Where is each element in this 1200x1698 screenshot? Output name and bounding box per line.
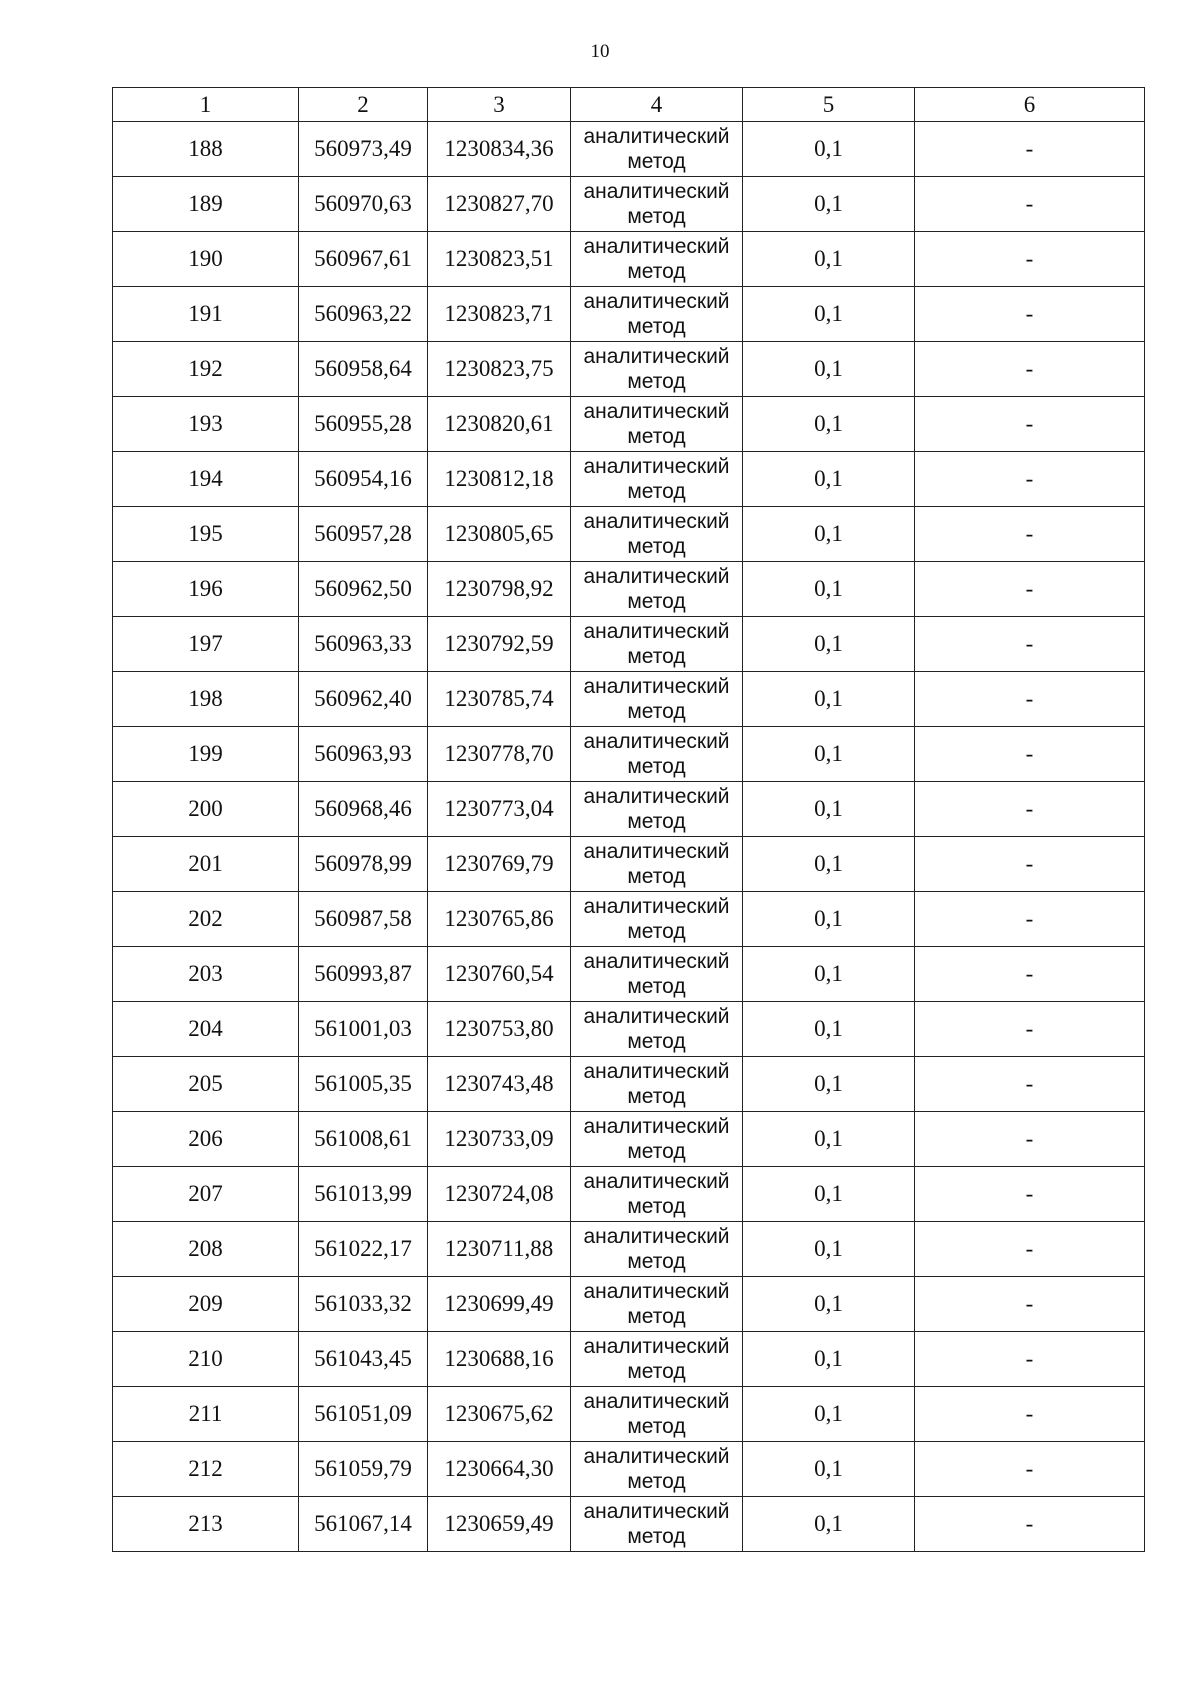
page-number: 10 — [590, 41, 610, 62]
table-row — [113, 892, 1145, 947]
method-cell — [571, 1057, 743, 1112]
accuracy-cell: 0,1 — [743, 617, 915, 672]
x-coordinate-cell: 561043,45 — [299, 1332, 428, 1387]
note-cell: - — [915, 122, 1145, 177]
note-cell: - — [915, 342, 1145, 397]
accuracy-cell: 0,1 — [743, 1277, 915, 1332]
table-row — [113, 1332, 1145, 1387]
method-line-2: метод — [627, 1525, 686, 1548]
method-line-1: аналитический — [583, 1390, 730, 1413]
table-row — [113, 562, 1145, 617]
point-number-cell: 205 — [113, 1057, 299, 1112]
method-cell — [571, 892, 743, 947]
method-line-1: аналитический — [583, 1500, 730, 1523]
accuracy-cell: 0,1 — [743, 1057, 915, 1112]
accuracy-cell: 0,1 — [743, 1332, 915, 1387]
point-number-cell: 191 — [113, 287, 299, 342]
accuracy-cell: 0,1 — [743, 1497, 915, 1552]
method-cell — [571, 122, 743, 177]
y-coordinate-cell: 1230743,48 — [428, 1057, 571, 1112]
x-coordinate-cell: 560963,93 — [299, 727, 428, 782]
note-cell: - — [915, 782, 1145, 837]
point-number-cell: 200 — [113, 782, 299, 837]
method-line-1: аналитический — [583, 1005, 730, 1028]
x-coordinate-cell: 560962,40 — [299, 672, 428, 727]
header-cell-2: 2 — [299, 88, 428, 122]
method-line-1: аналитический — [583, 1280, 730, 1303]
x-coordinate-cell: 561013,99 — [299, 1167, 428, 1222]
x-coordinate-cell: 560970,63 — [299, 177, 428, 232]
x-coordinate-cell: 560963,22 — [299, 287, 428, 342]
point-number-cell: 203 — [113, 947, 299, 1002]
y-coordinate-cell: 1230688,16 — [428, 1332, 571, 1387]
method-cell — [571, 1497, 743, 1552]
y-coordinate-cell: 1230711,88 — [428, 1222, 571, 1277]
accuracy-cell: 0,1 — [743, 837, 915, 892]
y-coordinate-cell: 1230773,04 — [428, 782, 571, 837]
x-coordinate-cell: 560958,64 — [299, 342, 428, 397]
table-row — [113, 122, 1145, 177]
method-line-2: метод — [627, 535, 686, 558]
x-coordinate-cell: 560963,33 — [299, 617, 428, 672]
note-cell: - — [915, 617, 1145, 672]
method-line-2: метод — [627, 1360, 686, 1383]
note-cell: - — [915, 177, 1145, 232]
y-coordinate-cell: 1230823,71 — [428, 287, 571, 342]
y-coordinate-cell: 1230659,49 — [428, 1497, 571, 1552]
method-cell — [571, 397, 743, 452]
y-coordinate-cell: 1230724,08 — [428, 1167, 571, 1222]
method-line-2: метод — [627, 205, 686, 228]
method-line-2: метод — [627, 865, 686, 888]
table-row — [113, 397, 1145, 452]
table-row — [113, 177, 1145, 232]
x-coordinate-cell: 561033,32 — [299, 1277, 428, 1332]
x-coordinate-cell: 560993,87 — [299, 947, 428, 1002]
header-row — [113, 88, 1145, 122]
point-number-cell: 204 — [113, 1002, 299, 1057]
method-line-1: аналитический — [583, 1225, 730, 1248]
note-cell: - — [915, 397, 1145, 452]
y-coordinate-cell: 1230827,70 — [428, 177, 571, 232]
y-coordinate-cell: 1230820,61 — [428, 397, 571, 452]
note-cell: - — [915, 1442, 1145, 1497]
method-line-2: метод — [627, 755, 686, 778]
note-cell: - — [915, 1387, 1145, 1442]
method-cell — [571, 232, 743, 287]
coordinates-table — [112, 87, 1145, 1552]
method-cell — [571, 1277, 743, 1332]
method-line-1: аналитический — [583, 840, 730, 863]
method-line-1: аналитический — [583, 125, 730, 148]
header-cell-6: 6 — [915, 88, 1145, 122]
x-coordinate-cell: 561059,79 — [299, 1442, 428, 1497]
point-number-cell: 212 — [113, 1442, 299, 1497]
accuracy-cell: 0,1 — [743, 122, 915, 177]
method-line-1: аналитический — [583, 1170, 730, 1193]
accuracy-cell: 0,1 — [743, 1442, 915, 1497]
y-coordinate-cell: 1230785,74 — [428, 672, 571, 727]
table-row — [113, 782, 1145, 837]
x-coordinate-cell: 560973,49 — [299, 122, 428, 177]
method-cell — [571, 1167, 743, 1222]
accuracy-cell: 0,1 — [743, 727, 915, 782]
header-cell-3: 3 — [428, 88, 571, 122]
method-line-2: метод — [627, 1415, 686, 1438]
accuracy-cell: 0,1 — [743, 1002, 915, 1057]
table-row — [113, 1387, 1145, 1442]
point-number-cell: 199 — [113, 727, 299, 782]
x-coordinate-cell: 560987,58 — [299, 892, 428, 947]
note-cell: - — [915, 507, 1145, 562]
method-cell — [571, 672, 743, 727]
y-coordinate-cell: 1230805,65 — [428, 507, 571, 562]
x-coordinate-cell: 561008,61 — [299, 1112, 428, 1167]
table-row — [113, 342, 1145, 397]
table-row — [113, 287, 1145, 342]
table-row — [113, 672, 1145, 727]
accuracy-cell: 0,1 — [743, 947, 915, 1002]
method-line-1: аналитический — [583, 620, 730, 643]
point-number-cell: 194 — [113, 452, 299, 507]
note-cell: - — [915, 1332, 1145, 1387]
table-row — [113, 837, 1145, 892]
method-line-1: аналитический — [583, 455, 730, 478]
method-line-1: аналитический — [583, 290, 730, 313]
header-cell-5: 5 — [743, 88, 915, 122]
note-cell: - — [915, 727, 1145, 782]
table-row — [113, 617, 1145, 672]
table-row — [113, 947, 1145, 1002]
method-cell — [571, 1002, 743, 1057]
method-cell — [571, 1387, 743, 1442]
note-cell: - — [915, 452, 1145, 507]
method-line-1: аналитический — [583, 675, 730, 698]
method-line-1: аналитический — [583, 895, 730, 918]
point-number-cell: 206 — [113, 1112, 299, 1167]
method-line-1: аналитический — [583, 510, 730, 533]
accuracy-cell: 0,1 — [743, 397, 915, 452]
point-number-cell: 189 — [113, 177, 299, 232]
accuracy-cell: 0,1 — [743, 507, 915, 562]
y-coordinate-cell: 1230798,92 — [428, 562, 571, 617]
method-line-2: метод — [627, 425, 686, 448]
table-row — [113, 1057, 1145, 1112]
point-number-cell: 198 — [113, 672, 299, 727]
note-cell: - — [915, 562, 1145, 617]
method-line-2: метод — [627, 1470, 686, 1493]
point-number-cell: 207 — [113, 1167, 299, 1222]
method-cell — [571, 507, 743, 562]
x-coordinate-cell: 560962,50 — [299, 562, 428, 617]
method-line-1: аналитический — [583, 235, 730, 258]
header-cell-4: 4 — [571, 88, 743, 122]
table-row — [113, 507, 1145, 562]
method-cell — [571, 562, 743, 617]
accuracy-cell: 0,1 — [743, 1387, 915, 1442]
x-coordinate-cell: 561001,03 — [299, 1002, 428, 1057]
y-coordinate-cell: 1230699,49 — [428, 1277, 571, 1332]
accuracy-cell: 0,1 — [743, 782, 915, 837]
note-cell: - — [915, 892, 1145, 947]
y-coordinate-cell: 1230753,80 — [428, 1002, 571, 1057]
point-number-cell: 210 — [113, 1332, 299, 1387]
accuracy-cell: 0,1 — [743, 1222, 915, 1277]
note-cell: - — [915, 1222, 1145, 1277]
method-cell — [571, 287, 743, 342]
method-cell — [571, 1112, 743, 1167]
method-line-2: метод — [627, 315, 686, 338]
method-line-2: метод — [627, 1030, 686, 1053]
method-cell — [571, 452, 743, 507]
x-coordinate-cell: 560978,99 — [299, 837, 428, 892]
table-row — [113, 1442, 1145, 1497]
x-coordinate-cell: 560954,16 — [299, 452, 428, 507]
note-cell: - — [915, 672, 1145, 727]
table-row — [113, 232, 1145, 287]
method-line-2: метод — [627, 1305, 686, 1328]
method-cell — [571, 727, 743, 782]
note-cell: - — [915, 287, 1145, 342]
y-coordinate-cell: 1230760,54 — [428, 947, 571, 1002]
y-coordinate-cell: 1230823,51 — [428, 232, 571, 287]
x-coordinate-cell: 560968,46 — [299, 782, 428, 837]
method-line-2: метод — [627, 700, 686, 723]
note-cell: - — [915, 1167, 1145, 1222]
method-line-2: метод — [627, 260, 686, 283]
note-cell: - — [915, 1497, 1145, 1552]
method-line-2: метод — [627, 1250, 686, 1273]
point-number-cell: 208 — [113, 1222, 299, 1277]
method-line-2: метод — [627, 370, 686, 393]
method-cell — [571, 617, 743, 672]
note-cell: - — [915, 232, 1145, 287]
header-cell-1: 1 — [113, 88, 299, 122]
method-line-1: аналитический — [583, 1335, 730, 1358]
table-row — [113, 1112, 1145, 1167]
point-number-cell: 201 — [113, 837, 299, 892]
method-cell — [571, 1442, 743, 1497]
y-coordinate-cell: 1230823,75 — [428, 342, 571, 397]
table-row — [113, 727, 1145, 782]
x-coordinate-cell: 560967,61 — [299, 232, 428, 287]
method-cell — [571, 342, 743, 397]
method-line-1: аналитический — [583, 345, 730, 368]
point-number-cell: 196 — [113, 562, 299, 617]
method-line-1: аналитический — [583, 1445, 730, 1468]
note-cell: - — [915, 947, 1145, 1002]
method-line-2: метод — [627, 1085, 686, 1108]
point-number-cell: 211 — [113, 1387, 299, 1442]
method-line-1: аналитический — [583, 180, 730, 203]
note-cell: - — [915, 1112, 1145, 1167]
point-number-cell: 190 — [113, 232, 299, 287]
method-line-2: метод — [627, 480, 686, 503]
table-row — [113, 452, 1145, 507]
y-coordinate-cell: 1230675,62 — [428, 1387, 571, 1442]
table-row — [113, 1497, 1145, 1552]
point-number-cell: 192 — [113, 342, 299, 397]
note-cell: - — [915, 837, 1145, 892]
note-cell: - — [915, 1002, 1145, 1057]
table-body — [113, 122, 1145, 1552]
table-row — [113, 1222, 1145, 1277]
method-line-1: аналитический — [583, 730, 730, 753]
method-line-1: аналитический — [583, 400, 730, 423]
table-row — [113, 1277, 1145, 1332]
y-coordinate-cell: 1230778,70 — [428, 727, 571, 782]
accuracy-cell: 0,1 — [743, 1112, 915, 1167]
x-coordinate-cell: 561051,09 — [299, 1387, 428, 1442]
accuracy-cell: 0,1 — [743, 452, 915, 507]
method-cell — [571, 947, 743, 1002]
method-line-1: аналитический — [583, 1060, 730, 1083]
accuracy-cell: 0,1 — [743, 287, 915, 342]
method-line-1: аналитический — [583, 565, 730, 588]
method-line-2: метод — [627, 1195, 686, 1218]
x-coordinate-cell: 561067,14 — [299, 1497, 428, 1552]
method-cell — [571, 782, 743, 837]
y-coordinate-cell: 1230769,79 — [428, 837, 571, 892]
accuracy-cell: 0,1 — [743, 342, 915, 397]
method-line-1: аналитический — [583, 785, 730, 808]
method-cell — [571, 837, 743, 892]
y-coordinate-cell: 1230812,18 — [428, 452, 571, 507]
y-coordinate-cell: 1230792,59 — [428, 617, 571, 672]
point-number-cell: 193 — [113, 397, 299, 452]
method-line-2: метод — [627, 590, 686, 613]
note-cell: - — [915, 1277, 1145, 1332]
method-line-2: метод — [627, 1140, 686, 1163]
method-line-2: метод — [627, 920, 686, 943]
accuracy-cell: 0,1 — [743, 177, 915, 232]
x-coordinate-cell: 560957,28 — [299, 507, 428, 562]
accuracy-cell: 0,1 — [743, 892, 915, 947]
accuracy-cell: 0,1 — [743, 672, 915, 727]
y-coordinate-cell: 1230834,36 — [428, 122, 571, 177]
x-coordinate-cell: 560955,28 — [299, 397, 428, 452]
accuracy-cell: 0,1 — [743, 1167, 915, 1222]
method-line-1: аналитический — [583, 950, 730, 973]
method-line-2: метод — [627, 150, 686, 173]
y-coordinate-cell: 1230733,09 — [428, 1112, 571, 1167]
x-coordinate-cell: 561005,35 — [299, 1057, 428, 1112]
table-row — [113, 1002, 1145, 1057]
point-number-cell: 195 — [113, 507, 299, 562]
method-line-1: аналитический — [583, 1115, 730, 1138]
method-cell — [571, 1222, 743, 1277]
point-number-cell: 202 — [113, 892, 299, 947]
accuracy-cell: 0,1 — [743, 562, 915, 617]
point-number-cell: 213 — [113, 1497, 299, 1552]
method-cell — [571, 177, 743, 232]
x-coordinate-cell: 561022,17 — [299, 1222, 428, 1277]
method-cell — [571, 1332, 743, 1387]
point-number-cell: 188 — [113, 122, 299, 177]
table-row — [113, 1167, 1145, 1222]
point-number-cell: 209 — [113, 1277, 299, 1332]
y-coordinate-cell: 1230765,86 — [428, 892, 571, 947]
point-number-cell: 197 — [113, 617, 299, 672]
accuracy-cell: 0,1 — [743, 232, 915, 287]
note-cell: - — [915, 1057, 1145, 1112]
method-line-2: метод — [627, 645, 686, 668]
method-line-2: метод — [627, 975, 686, 998]
y-coordinate-cell: 1230664,30 — [428, 1442, 571, 1497]
method-line-2: метод — [627, 810, 686, 833]
